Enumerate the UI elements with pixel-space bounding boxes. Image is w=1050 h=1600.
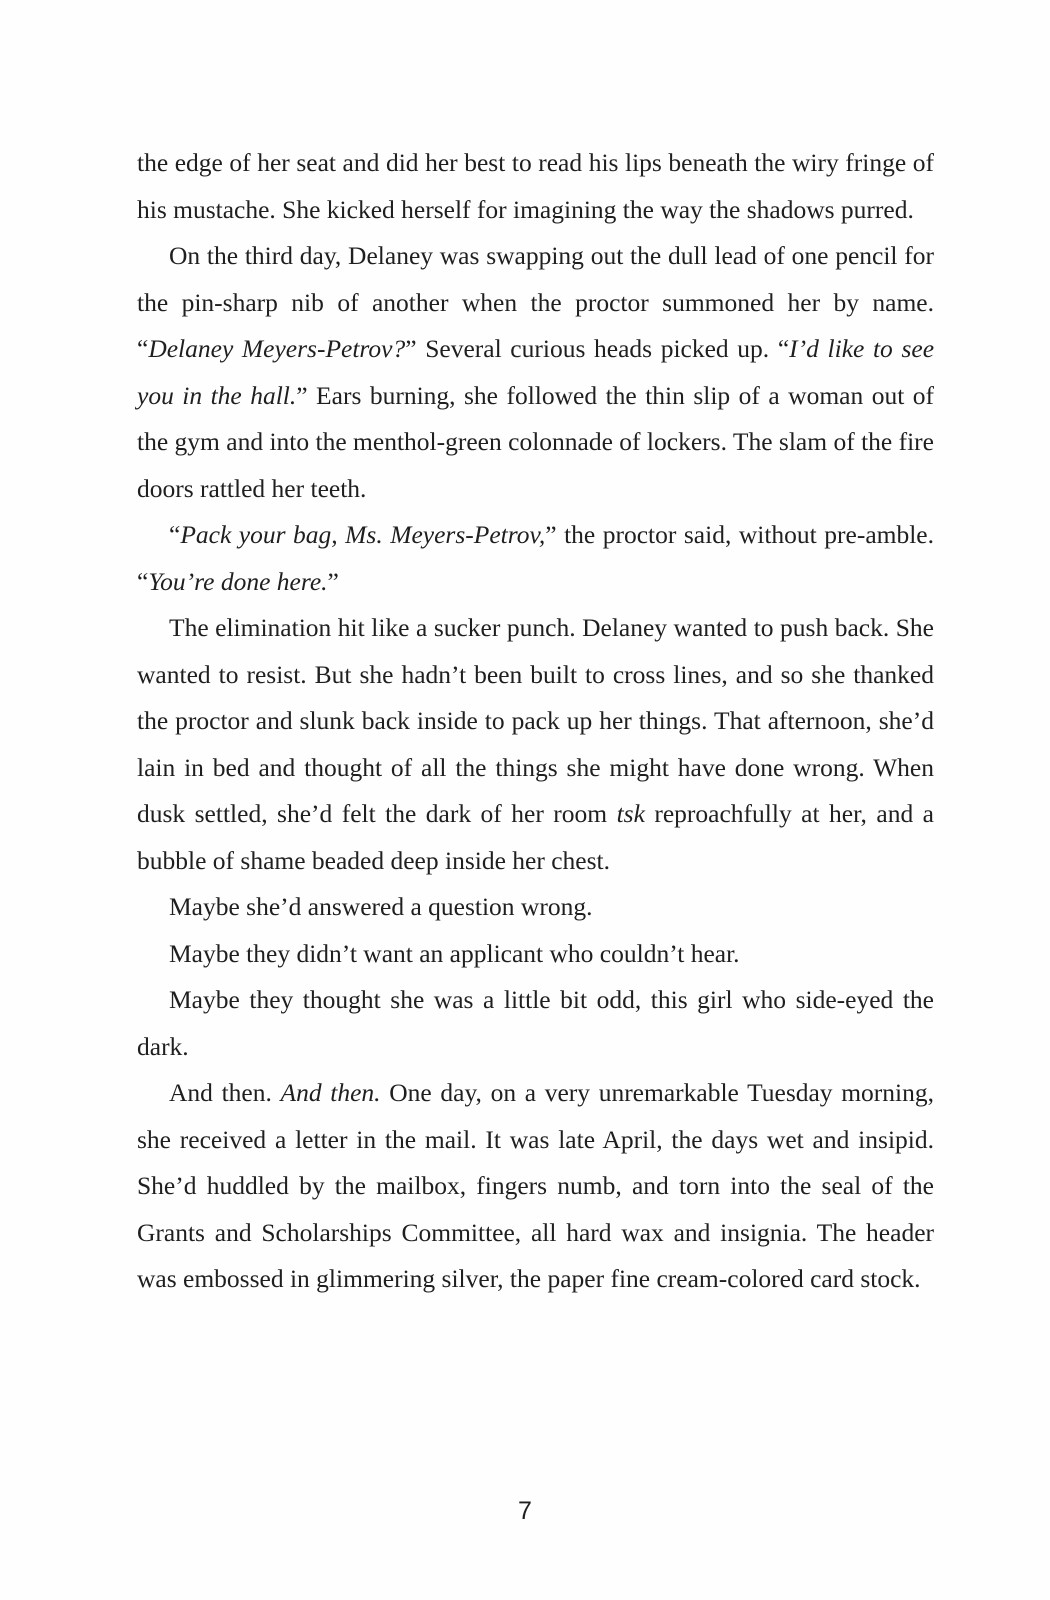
text-run: On the third day, Delaney was swapping out the dull lead of one pencil for the pin-sharp nib of another when the proctor summoned her by name. “ xyxy=(137,241,934,363)
text-run: Maybe they didn’t want an applicant who couldn’t hear. xyxy=(169,938,740,968)
paragraph xyxy=(137,512,934,605)
italic-text: And then. xyxy=(280,1078,381,1107)
text-run: One day, on a very unremarkable Tuesday morning, she received a letter in the mail. It was late April, the days wet and insipid. She’d huddled by the mailbox, fingers numb, and torn into the seal of the Grants and Scholarships Committee, all hard wax and insignia. The header was embossed in glimmering silver, the paper fine cream-colored card stock. xyxy=(137,1078,935,1293)
paragraph xyxy=(137,233,934,512)
text-run: ” Ears burning, she followed the thin slip of a woman out of the gym and into the menthol-green colonnade of lockers. The slam of the fire doors rattled her teeth. xyxy=(137,380,934,503)
page-number: 7 xyxy=(518,1497,532,1525)
italic-text: I’d like to see you in the hall. xyxy=(137,334,935,410)
italic-text: tsk xyxy=(616,799,645,828)
text-run: the edge of her seat and did her best to read his lips beneath the wiry fringe of his mustache. She kicked herself for imagining the way the shadows purred. xyxy=(137,148,934,224)
paragraph xyxy=(137,931,934,978)
text-run: Maybe she’d answered a question wrong. xyxy=(169,892,593,921)
text-run: “ xyxy=(169,520,181,549)
italic-text: Delaney Meyers-Petrov? xyxy=(148,334,406,363)
italic-text: Pack your bag, Ms. Meyers-Petrov, xyxy=(180,520,546,549)
text-run: Maybe they thought she was a little bit odd, this girl who side-eyed the dark. xyxy=(137,985,934,1061)
paragraph xyxy=(137,884,934,931)
text-run: ” the proctor said, without pre-amble. “ xyxy=(137,520,934,596)
text-run: ” Several curious heads picked up. “ xyxy=(405,334,790,363)
text-run: reproachfully at her, and a bubble of shame beaded deep inside her chest. xyxy=(137,799,934,875)
italic-text: You’re done here. xyxy=(148,566,328,596)
paragraph xyxy=(137,140,934,233)
text-run: ” xyxy=(327,566,339,596)
body-text xyxy=(137,140,934,1303)
paragraph xyxy=(137,605,934,884)
paragraph xyxy=(137,1070,934,1303)
text-run: The elimination hit like a sucker punch. Delaney wanted to push back. She wanted to resist. But she hadn’t been built to cross lines, and so she thanked the proctor and slunk back inside to pack up her things. That afternoon, she’d lain in bed and thought of all the things she might have done wrong. When dusk settled, she’d felt the dark of her room xyxy=(137,613,934,828)
text-run: And then. xyxy=(169,1078,281,1107)
paragraph xyxy=(137,977,934,1070)
